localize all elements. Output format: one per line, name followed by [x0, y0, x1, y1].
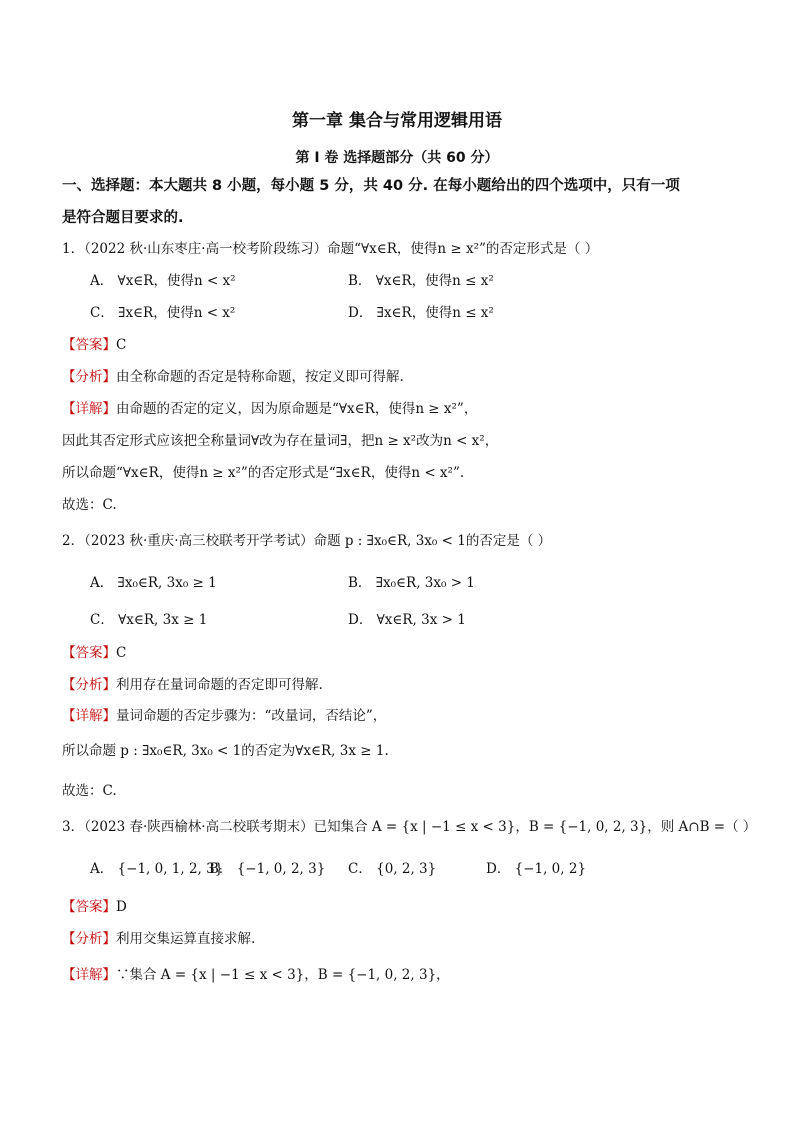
q3-option-a: A． {−1, 0, 1, 2, 3}	[90, 861, 224, 877]
q2-detail-1: 量词命题的否定步骤为：“改量词，否结论”，	[116, 708, 387, 724]
q2-choice: 故选：C.	[62, 783, 117, 799]
q1-option-a: A． ∀x∈R，使得n < x²	[90, 273, 236, 289]
q1-analysis-row	[62, 368, 404, 386]
q3-stem: 3．（2023 春·陕西榆林·高二校联考期末）已知集合 A = {x | −1 ≤ x < 3}，B = {−1, 0, 2, 3}，则 A∩B =（ ）	[62, 819, 757, 835]
q2-option-b: B． ∃x₀∈R, 3x₀ > 1	[348, 575, 475, 591]
section-instruction-line2: 是符合题目要求的.	[62, 210, 184, 226]
q2-option-a: A． ∃x₀∈R, 3x₀ ≥ 1	[90, 575, 217, 591]
q2-option-c: C． ∀x∈R, 3x ≥ 1	[90, 612, 208, 628]
analysis-tag: 【分析】	[62, 369, 116, 385]
q3-answer-row	[62, 898, 127, 916]
q2-option-d: D． ∀x∈R, 3x > 1	[348, 612, 466, 628]
q1-analysis: 由全称命题的否定是特称命题，按定义即可得解.	[116, 369, 404, 385]
q3-option-d: D． {−1, 0, 2}	[486, 861, 587, 877]
q1-answer: C	[116, 337, 127, 353]
analysis-tag: 【分析】	[62, 931, 116, 947]
analysis-tag: 【分析】	[62, 677, 116, 693]
q1-detail-2: 因此其否定形式应该把全称量词∀改为存在量词∃，把n ≥ x²改为n < x²，	[62, 433, 499, 449]
q1-detail-1: 由命题的否定的定义，因为原命题是“∀x∈R，使得n ≥ x²”，	[116, 401, 478, 417]
q3-detail-row	[62, 966, 450, 984]
section-instruction-line1: 一、选择题：本大题共 8 小题，每小题 5 分，共 40 分. 在每小题给出的四个选项中，只有一项	[62, 178, 680, 194]
q3-analysis-row	[62, 930, 255, 948]
q2-detail-row	[62, 707, 386, 725]
q3-answer: D	[116, 899, 127, 915]
q2-answer: C	[116, 645, 127, 661]
q1-detail-3: 所以命题“∀x∈R，使得n ≥ x²”的否定形式是“∃x∈R，使得n < x²”.	[62, 465, 465, 481]
answer-tag: 【答案】	[62, 899, 116, 915]
q1-option-b: B． ∀x∈R，使得n ≤ x²	[348, 273, 494, 289]
q2-analysis-row	[62, 676, 323, 694]
q2-analysis: 利用存在量词命题的否定即可得解.	[116, 677, 323, 693]
chapter-title: 第一章 集合与常用逻辑用语	[292, 111, 502, 131]
q2-stem: 2．（2023 秋·重庆·高三校联考开学考试）命题 p : ∃x₀∈R, 3x₀ < 1的否定是（ ）	[62, 533, 552, 549]
q3-detail-1: ∵集合 A = {x | −1 ≤ x < 3}，B = {−1, 0, 2, 3}，	[116, 967, 450, 983]
q2-answer-row	[62, 644, 126, 662]
answer-tag: 【答案】	[62, 645, 116, 661]
q2-detail-2: 所以命题 p : ∃x₀∈R, 3x₀ < 1的否定为∀x∈R, 3x ≥ 1.	[62, 743, 389, 759]
detail-tag: 【详解】	[62, 401, 116, 417]
detail-tag: 【详解】	[62, 708, 116, 724]
answer-tag: 【答案】	[62, 337, 116, 353]
q1-answer-row	[62, 336, 126, 354]
q3-option-b: B． {−1, 0, 2, 3}	[209, 861, 326, 877]
q1-stem: 1．（2022 秋·山东枣庄·高一校考阶段练习）命题“∀x∈R，使得n ≥ x²”的否定形式是（ ）	[62, 241, 599, 257]
q1-option-d: D． ∃x∈R，使得n ≤ x²	[348, 305, 494, 321]
q1-choice: 故选：C.	[62, 497, 117, 513]
q3-option-c: C． {0, 2, 3}	[348, 861, 437, 877]
q3-analysis: 利用交集运算直接求解.	[116, 931, 256, 947]
section-subtitle: 第 I 卷 选择题部分（共 60 分）	[295, 150, 499, 166]
detail-tag: 【详解】	[62, 967, 116, 983]
q1-option-c: C． ∃x∈R，使得n < x²	[90, 305, 236, 321]
q1-detail-row	[62, 400, 477, 418]
